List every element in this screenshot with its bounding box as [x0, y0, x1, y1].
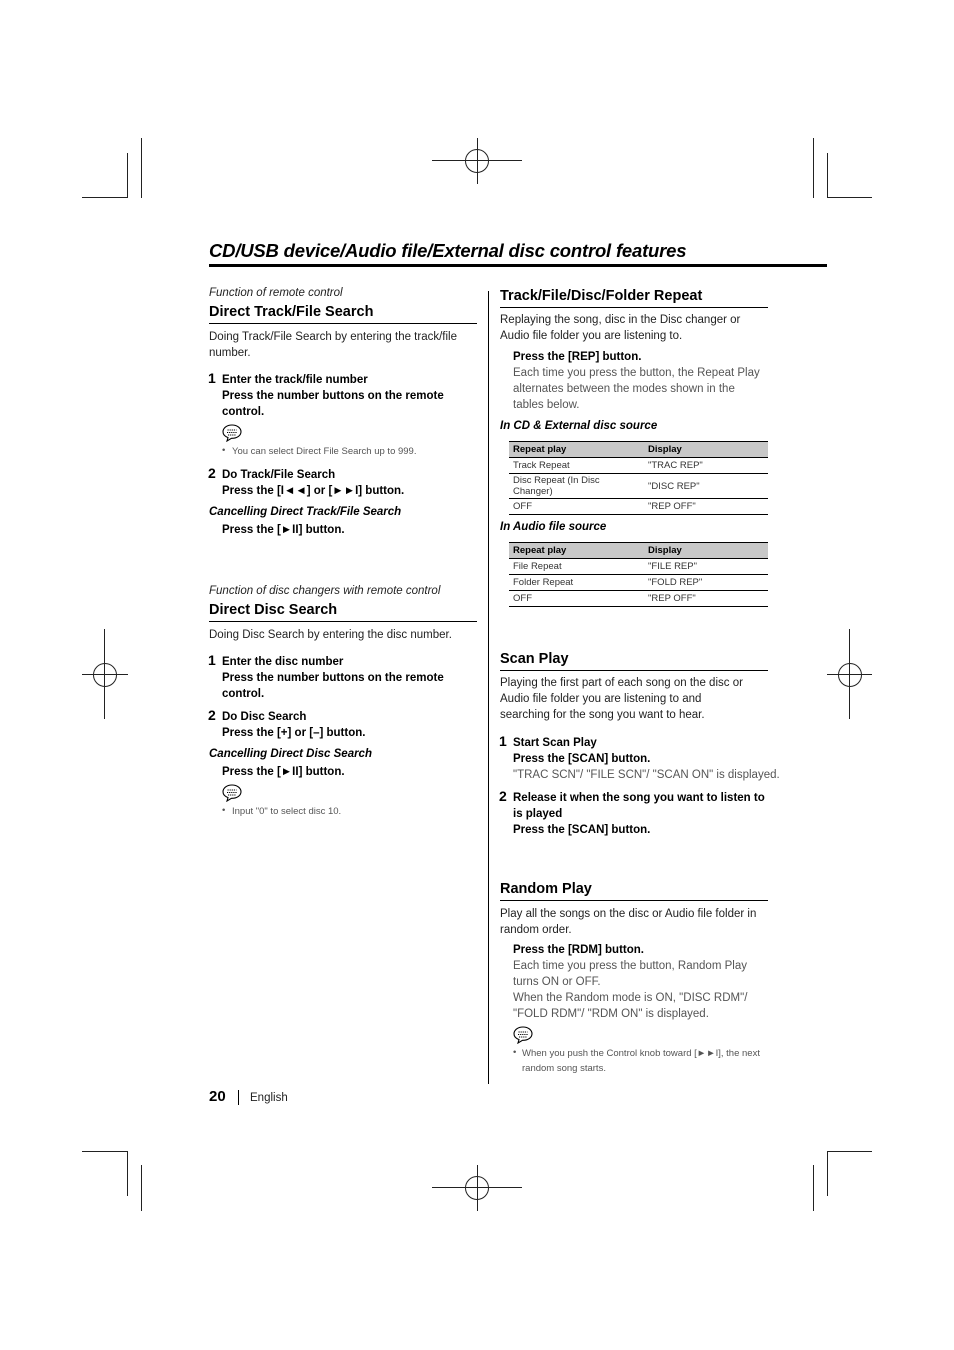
- section-heading: Direct Disc Search: [209, 602, 338, 618]
- step-title: Do Disc Search: [222, 711, 307, 723]
- table-header: Repeat play: [509, 442, 644, 458]
- step-number: 1: [499, 733, 507, 749]
- cd-repeat-table: [509, 441, 768, 515]
- section-rule: [209, 621, 477, 622]
- table-cell: "FILE REP": [644, 559, 768, 575]
- step-extra: "TRAC SCN"/ "FILE SCN"/ "SCAN ON" is displayed.: [513, 769, 780, 781]
- step-number: 2: [499, 788, 507, 804]
- table-row: [509, 591, 768, 607]
- section-intro: Play all the songs on the disc or Audio file folder in random order.: [500, 908, 757, 936]
- note-text: When you push the Control knob toward [►►I], the next random song starts.: [522, 1048, 760, 1074]
- table-row: [509, 559, 768, 575]
- table-row: [509, 575, 768, 591]
- table-row: [509, 474, 768, 499]
- section-intro: Replaying the song, disc in the Disc changer or Audio file folder you are listening to.: [500, 314, 741, 342]
- step-number: 1: [208, 652, 216, 668]
- cancel-heading: Cancelling Direct Disc Search: [209, 748, 372, 760]
- section-rule: [500, 307, 768, 308]
- step-title: Enter the track/file number: [222, 374, 368, 386]
- step-detail: Press the number buttons on the remote control.: [222, 672, 444, 700]
- table-header: Display: [644, 442, 768, 458]
- table-cell: OFF: [509, 499, 644, 515]
- note-text: You can select Direct File Search up to 999.: [232, 446, 417, 457]
- table-cell: "TRAC REP": [644, 458, 768, 474]
- step-number: 2: [208, 707, 216, 723]
- step-detail: Press the [SCAN] button.: [513, 753, 651, 765]
- step-detail: Press the [SCAN] button.: [513, 824, 651, 836]
- section-heading: Direct Track/File Search: [209, 304, 374, 320]
- step-detail: Press the [I◄◄] or [►►I] button.: [222, 485, 405, 497]
- cancel-detail: Press the [►II] button.: [222, 524, 345, 536]
- column-divider: [488, 291, 489, 1084]
- section-intro: Playing the first part of each song on the disc or Audio file folder you are listening to and searching for the song you want to hear.: [500, 677, 743, 721]
- cancel-detail: Press the [►II] button.: [222, 766, 345, 778]
- table-row: [509, 499, 768, 515]
- audio-repeat-table: [509, 542, 768, 607]
- instruction: Press the [RDM] button.: [513, 944, 644, 956]
- step-number: 2: [208, 465, 216, 481]
- table-row: [509, 458, 768, 474]
- section-heading: Random Play: [500, 881, 592, 897]
- step-detail: Press the number buttons on the remote control.: [222, 390, 444, 418]
- step-title: Do Track/File Search: [222, 469, 336, 481]
- step-detail: Press the [+] or [–] button.: [222, 727, 366, 739]
- table-heading: In CD & External disc source: [500, 420, 658, 432]
- table-cell: Folder Repeat: [509, 575, 644, 591]
- title-rule: [209, 264, 827, 267]
- section-rule: [500, 670, 768, 671]
- function-label: Function of remote control: [209, 287, 343, 299]
- page-title: CD/USB device/Audio file/External disc control features: [209, 240, 687, 261]
- instruction-detail: Each time you press the button, Random Play turns ON or OFF.: [513, 960, 747, 988]
- page-number: 20: [209, 1088, 226, 1105]
- note-bullet: •: [222, 805, 226, 816]
- note-bullet: •: [222, 445, 226, 456]
- section-intro: Doing Track/File Search by entering the track/file number.: [209, 331, 458, 359]
- table-cell: "FOLD REP": [644, 575, 768, 591]
- section-rule: [209, 323, 477, 324]
- note-text: Input "0" to select disc 10.: [232, 806, 342, 817]
- table-cell: OFF: [509, 591, 644, 607]
- table-cell: "REP OFF": [644, 499, 768, 515]
- page-language: English: [250, 1092, 288, 1104]
- table-cell: File Repeat: [509, 559, 644, 575]
- cancel-heading: Cancelling Direct Track/File Search: [209, 506, 402, 518]
- step-title: Start Scan Play: [513, 737, 597, 749]
- table-heading: In Audio file source: [500, 521, 607, 533]
- step-number: 1: [208, 370, 216, 386]
- section-rule: [500, 900, 768, 901]
- table-header: Display: [644, 543, 768, 559]
- table-cell: "REP OFF": [644, 591, 768, 607]
- function-label: Function of disc changers with remote control: [209, 585, 441, 597]
- instruction-detail: When the Random mode is ON, "DISC RDM"/ "FOLD RDM"/ "RDM ON" is displayed.: [513, 992, 748, 1020]
- section-heading: Track/File/Disc/Folder Repeat: [500, 288, 703, 304]
- step-title: Enter the disc number: [222, 656, 344, 668]
- table-cell: "DISC REP": [644, 474, 768, 499]
- section-heading: Scan Play: [500, 651, 569, 667]
- instruction-detail: Each time you press the button, the Repeat Play alternates between the modes shown in the tables below.: [513, 367, 760, 411]
- section-intro: Doing Disc Search by entering the disc number.: [209, 629, 452, 641]
- note-bullet: •: [513, 1047, 517, 1058]
- step-title: Release it when the song you want to listen to is played: [513, 792, 765, 820]
- table-cell: Disc Repeat (In Disc Changer): [509, 474, 644, 499]
- page-number-divider: [238, 1090, 239, 1105]
- table-cell: Track Repeat: [509, 458, 644, 474]
- instruction: Press the [REP] button.: [513, 351, 642, 363]
- table-header: Repeat play: [509, 543, 644, 559]
